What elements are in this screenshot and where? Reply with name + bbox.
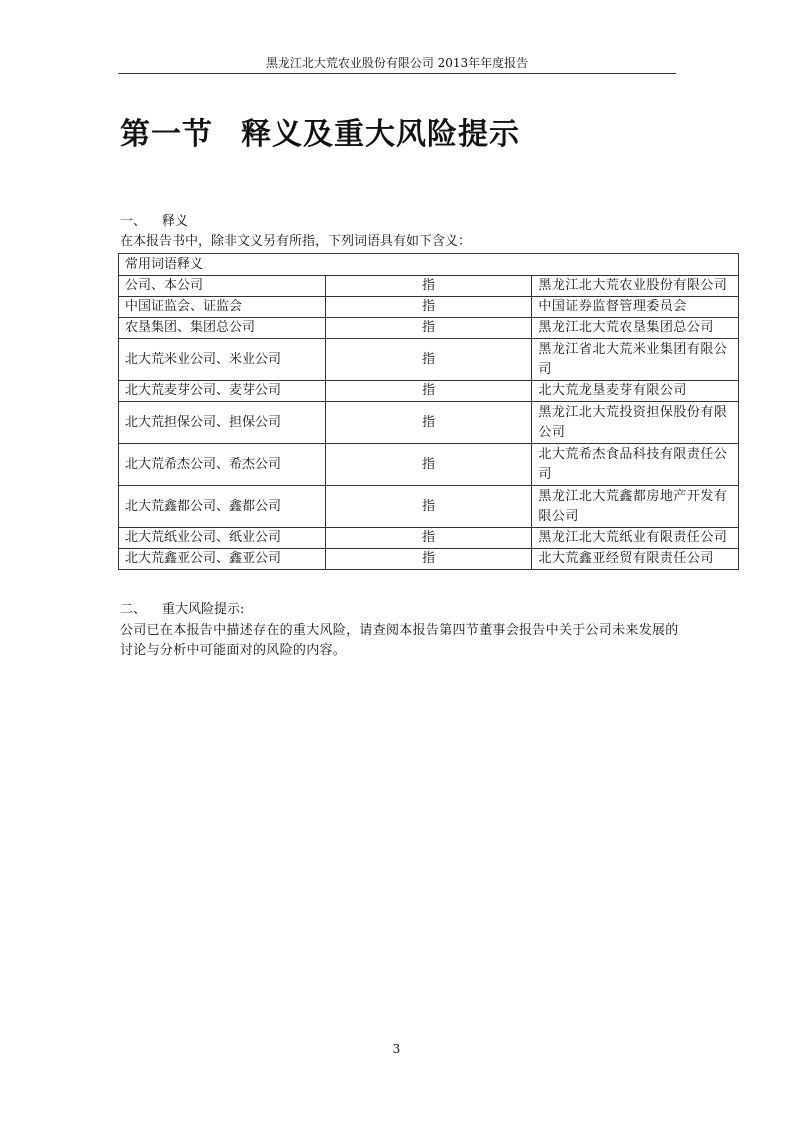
row-ref: 指 bbox=[325, 402, 532, 444]
table-row bbox=[119, 444, 739, 486]
table-row bbox=[119, 486, 739, 528]
section-number: 第一节 bbox=[120, 117, 213, 152]
row-ref: 指 bbox=[325, 339, 532, 381]
row-ref: 指 bbox=[325, 444, 532, 486]
row-term: 公司、本公司 bbox=[119, 276, 326, 297]
table-row bbox=[119, 276, 739, 297]
risk-heading bbox=[120, 601, 244, 619]
row-meaning: 北大荒龙垦麦芽有限公司 bbox=[532, 381, 739, 402]
table-title: 常用词语释义 bbox=[119, 254, 739, 276]
row-term: 北大荒鑫都公司、鑫都公司 bbox=[119, 486, 326, 528]
row-term: 农垦集团、集团总公司 bbox=[119, 318, 326, 339]
row-meaning: 黑龙江北大荒纸业有限责任公司 bbox=[532, 528, 739, 549]
row-term: 北大荒纸业公司、纸业公司 bbox=[119, 528, 326, 549]
table-row bbox=[119, 297, 739, 318]
risk-paragraph: 公司已在本报告中描述存在的重大风险，请查阅本报告第四节董事会报告中关于公司未来发展的讨论与分析中可能面对的风险的内容。 bbox=[120, 623, 679, 658]
row-term: 北大荒担保公司、担保公司 bbox=[119, 402, 326, 444]
table-row bbox=[119, 528, 739, 549]
risk-heading-number: 二、 bbox=[120, 602, 147, 617]
row-meaning: 中国证券监督管理委员会 bbox=[532, 297, 739, 318]
row-ref: 指 bbox=[325, 381, 532, 402]
section-heading: 释义及重大风险提示 bbox=[241, 117, 520, 152]
row-term: 北大荒希杰公司、希杰公司 bbox=[119, 444, 326, 486]
row-term: 北大荒麦芽公司、麦芽公司 bbox=[119, 381, 326, 402]
row-term: 中国证监会、证监会 bbox=[119, 297, 326, 318]
page-header: 黑龙江北大荒农业股份有限公司 2013年年度报告 bbox=[265, 56, 529, 70]
table-row bbox=[119, 381, 739, 402]
row-meaning: 黑龙江北大荒鑫都房地产开发有限公司 bbox=[532, 486, 739, 528]
risk-heading-text: 重大风险提示: bbox=[162, 602, 245, 617]
definitions-table bbox=[118, 253, 739, 570]
table-title-row bbox=[119, 254, 739, 276]
row-ref: 指 bbox=[325, 549, 532, 570]
row-ref: 指 bbox=[325, 486, 532, 528]
page-number: 3 bbox=[392, 1042, 401, 1056]
table-row bbox=[119, 318, 739, 339]
table-row bbox=[119, 549, 739, 570]
row-ref: 指 bbox=[325, 276, 532, 297]
row-meaning: 北大荒鑫亚经贸有限责任公司 bbox=[532, 549, 739, 570]
row-meaning: 黑龙江北大荒农垦集团总公司 bbox=[532, 318, 739, 339]
row-meaning: 黑龙江省北大荒米业集团有限公司 bbox=[532, 339, 739, 381]
header-divider bbox=[118, 73, 676, 74]
row-ref: 指 bbox=[325, 528, 532, 549]
section-title bbox=[120, 115, 520, 155]
table-row bbox=[119, 402, 739, 444]
row-meaning: 黑龙江北大荒投资担保股份有限公司 bbox=[532, 402, 739, 444]
definitions-heading-text: 释义 bbox=[162, 214, 189, 229]
definitions-intro: 在本报告书中，除非文义另有所指，下列词语具有如下含义： bbox=[120, 234, 472, 249]
row-ref: 指 bbox=[325, 318, 532, 339]
table-row bbox=[119, 339, 739, 381]
definitions-heading bbox=[120, 213, 188, 231]
row-term: 北大荒鑫亚公司、鑫亚公司 bbox=[119, 549, 326, 570]
row-meaning: 北大荒希杰食品科技有限责任公司 bbox=[532, 444, 739, 486]
row-ref: 指 bbox=[325, 297, 532, 318]
row-meaning: 黑龙江北大荒农业股份有限公司 bbox=[532, 276, 739, 297]
definitions-heading-number: 一、 bbox=[120, 214, 147, 229]
row-term: 北大荒米业公司、米业公司 bbox=[119, 339, 326, 381]
